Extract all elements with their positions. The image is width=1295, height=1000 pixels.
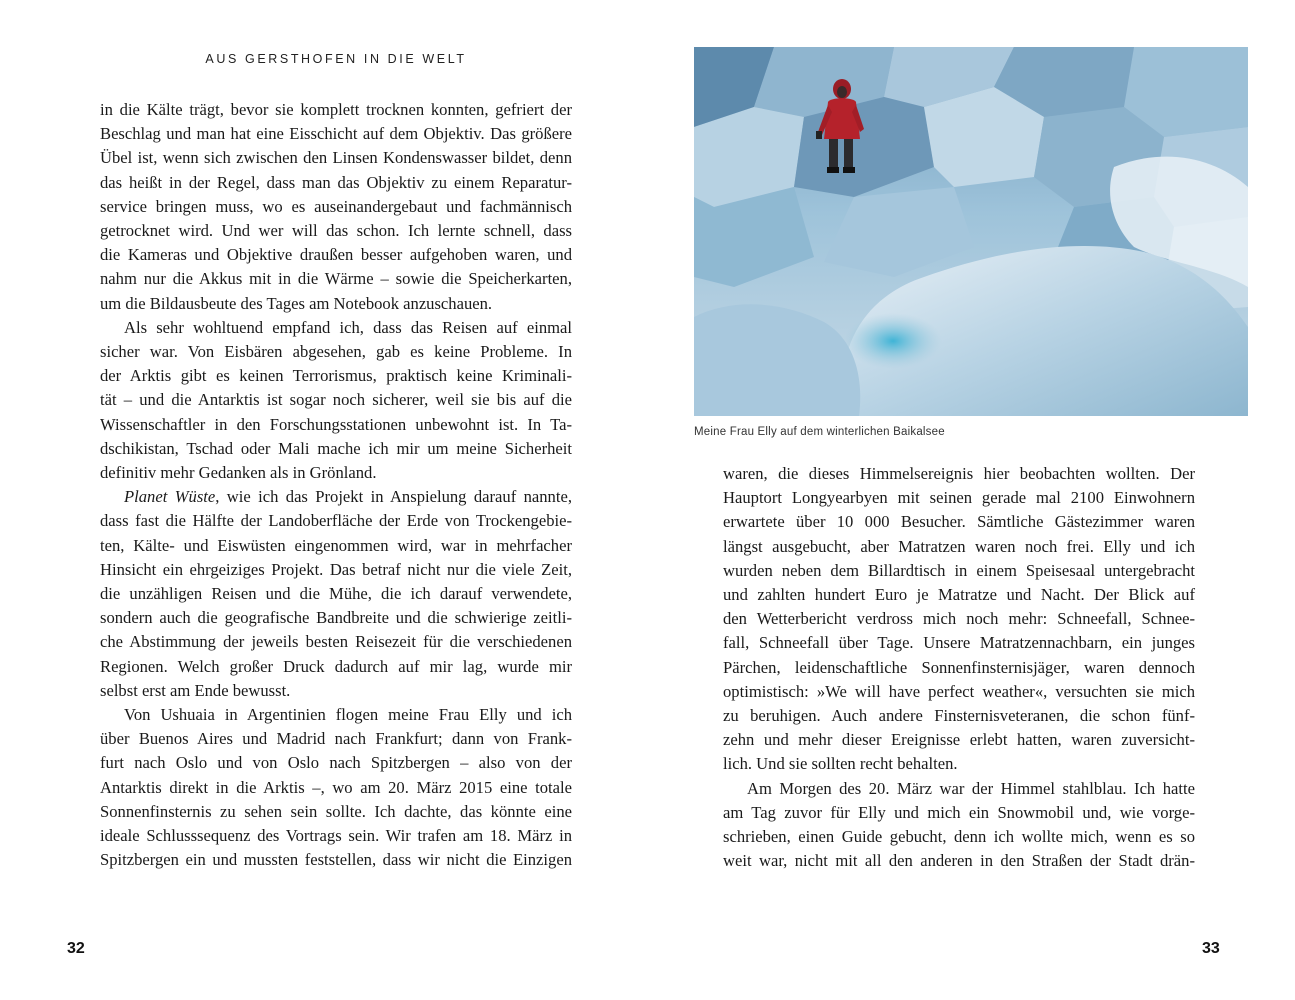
text-fragment: , wie ich das Projekt in Anspielung darauf nannte, — [215, 487, 572, 507]
book-title-italic: Planet Wüste — [124, 487, 216, 507]
text-line: Von Ushuaia in Argentinien flogen meine Frau Elly und ich — [124, 705, 572, 725]
text-line — [100, 485, 572, 509]
text-line: Am Morgen des 20. März war der Himmel stahlblau. Ich hatte — [747, 778, 1195, 798]
left-body-text — [100, 98, 572, 873]
photo-caption: Meine Frau Elly auf dem winterlichen Baikalsee — [694, 426, 945, 438]
text-line: optimistisch: »We will have perfect weather«, versuchten sie mich — [723, 681, 1195, 701]
text-line: schrieben, einen Guide gebucht, denn ich wollte mich, wenn es so — [723, 827, 1195, 847]
left-page — [0, 0, 647, 1000]
text-line: furt nach Oslo und von Oslo nach Spitzbergen – also von der — [100, 753, 572, 773]
text-line: Wissenschaftler in den Forschungsstationen unbewohnt ist. In Ta- — [100, 414, 572, 434]
text-line: dass fast die Hälfte der Landoberfläche der Erde von Trockengebie- — [100, 511, 572, 531]
text-line: und zahlten hundert Euro je Matratze und Nacht. Der Blick auf — [723, 585, 1195, 605]
text-line: zehn und mehr dieser Ereignisse erlebt hatten, waren zuversicht- — [723, 730, 1195, 750]
text-line: um die Bildausbeute des Tages am Notebook anzuschauen. — [100, 293, 493, 313]
text-line: am Tag zuvor für Elly und mich ein Snowmobil und, wie vorge- — [723, 802, 1195, 822]
text-line: definitiv mehr Gedanken als in Grönland. — [100, 463, 377, 483]
text-line: dschikistan, Tschad oder Mali mache ich mir um meine Sicherheit — [100, 438, 572, 458]
text-line: Hinsicht ein ehrgeiziges Projekt. Das betraf nicht nur die viele Zeit, — [100, 559, 572, 579]
text-line: der Arktis gibt es keinen Terrorismus, praktisch keine Kriminali- — [100, 366, 572, 386]
text-line: ideale Schlusssequenz des Vortrags sein. Wir trafen am 18. März in — [100, 826, 572, 846]
text-line: sicher war. Von Eisbären abgesehen, gab es keine Probleme. In — [100, 342, 572, 362]
text-line: die unzähligen Reisen und die Mühe, die ich darauf verwendete, — [100, 584, 572, 604]
text-line: Übel ist, wenn sich zwischen den Linsen Kondenswasser bildet, denn — [100, 148, 572, 168]
text-line: die Kameras und Objektive draußen besser aufgehoben waren, und — [100, 245, 572, 265]
text-line: service bringen muss, wo es auseinandergebaut und fachmännisch — [100, 196, 572, 216]
text-line: lich. Und sie sollten recht behalten. — [723, 754, 958, 774]
page-number: 32 — [67, 940, 85, 957]
running-head: AUS GERSTHOFEN IN DIE WELT — [205, 52, 467, 66]
text-line: sondern auch die geografische Bandbreite und die schwierige zeitli- — [100, 608, 572, 628]
text-line: Spitzbergen ein und mussten feststellen, dass wir nicht die Einzigen — [100, 850, 572, 870]
text-line: weit war, nicht mit all den anderen in den Straßen der Stadt drän- — [723, 851, 1195, 871]
text-line: Pärchen, leidenschaftliche Sonnenfinsternisjäger, waren dennoch — [723, 657, 1195, 677]
right-page — [647, 0, 1295, 1000]
text-line: Sonnenfinsternis zu sehen sein sollte. Ich dachte, das könnte eine — [100, 801, 572, 821]
text-line: che Abstimmung der jeweils besten Reisezeit für die verschiedenen — [100, 632, 572, 652]
text-line: Regionen. Welch großer Druck dadurch auf mir lag, wurde mir — [100, 656, 572, 676]
text-line: nahm nur die Akkus mit in die Wärme – sowie die Speicherkarten, — [100, 269, 572, 289]
text-line: über Buenos Aires und Madrid nach Frankfurt; dann von Frank- — [100, 729, 572, 749]
text-line: ten, Kälte- und Eiswüsten eingenommen wird, war in mehrfacher — [100, 535, 572, 555]
text-line: Antarktis direkt in die Arktis –, wo am 20. März 2015 eine totale — [100, 777, 572, 797]
text-line: selbst erst am Ende bewusst. — [100, 680, 291, 700]
text-line: zu beruhigen. Auch andere Finsternisveteranen, die schon fünf- — [723, 706, 1195, 726]
text-line: längst ausgebucht, aber Matratzen waren noch frei. Elly und ich — [723, 536, 1195, 556]
text-line: in die Kälte trägt, bevor sie komplett trocknen konnten, gefriert der — [100, 100, 572, 119]
text-line: wurden neben dem Billardtisch in einem Speisesaal untergebracht — [723, 560, 1195, 580]
text-line: getrocknet wird. Und wer will das schon. Ich lernte schnell, dass — [100, 221, 572, 241]
text-line: Hauptort Longyearbyen mit seinen gerade mal 2100 Einwohnern — [723, 488, 1195, 508]
ice-landscape-photo — [694, 47, 1248, 416]
page-number: 33 — [1202, 940, 1220, 957]
text-line: fall, Schneefall über Tage. Unsere Matratzennachbarn, ein junges — [723, 633, 1195, 653]
text-line: den Wetterbericht verdross mich noch mehr: Schneefall, Schnee- — [723, 609, 1195, 629]
text-line: das heißt in der Regel, dass man das Objektiv zu einem Reparatur- — [100, 172, 572, 192]
text-line: Beschlag und man hat eine Eisschicht auf dem Objektiv. Das größere — [100, 124, 572, 144]
text-line: Als sehr wohltuend empfand ich, dass das Reisen auf einmal — [124, 317, 572, 337]
right-body-text — [723, 462, 1195, 873]
text-line: tät – und die Antarktis ist sogar noch sicherer, weil sie bis auf die — [100, 390, 572, 410]
text-line: waren, die dieses Himmelsereignis hier beobachten wollten. Der — [723, 464, 1195, 483]
text-line: erwartete über 10 000 Besucher. Sämtliche Gästezimmer waren — [723, 512, 1195, 532]
